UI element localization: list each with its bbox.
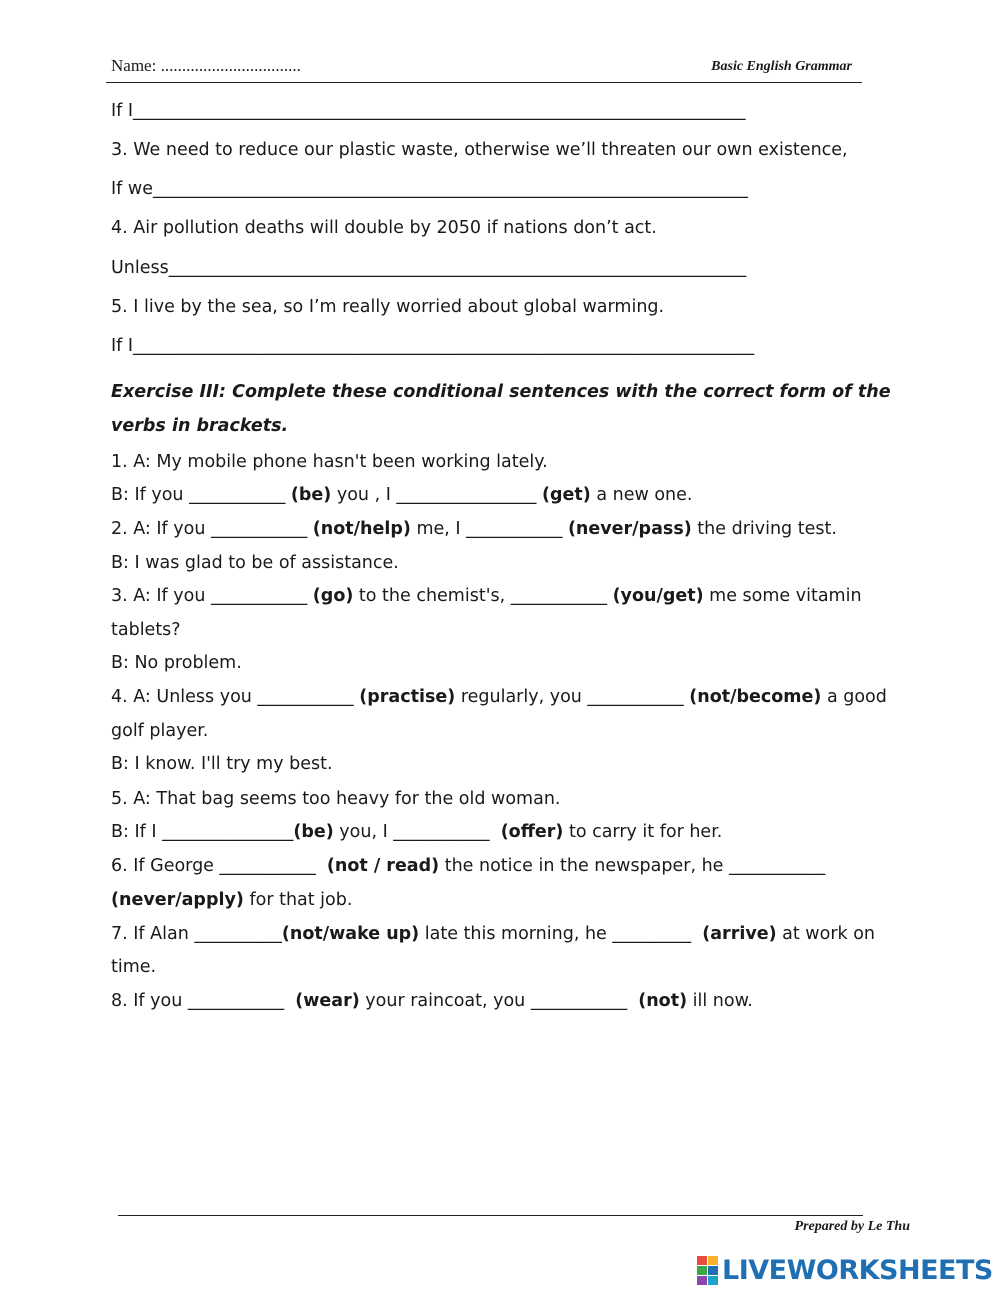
line-text: Unless__________________________________________________________________: [111, 258, 747, 278]
worksheet-line: [111, 854, 825, 878]
worksheet-line: [111, 787, 560, 811]
worksheet-line: [111, 955, 156, 979]
worksheet-line: [111, 719, 208, 743]
worksheet-line: [111, 922, 875, 946]
line-text: 5. I live by the sea, so I’m really worried about global warming.: [111, 297, 665, 317]
worksheet-line: [111, 295, 664, 319]
worksheet-line: [111, 888, 352, 912]
logo-tile: [697, 1256, 707, 1265]
line-text: to the chemist's, ___________: [353, 586, 613, 606]
worksheet-line: [111, 551, 399, 575]
worksheet-line: [111, 989, 753, 1013]
worksheet-line: [111, 216, 657, 240]
line-text: time.: [111, 957, 157, 977]
line-text: you , I ________________: [331, 485, 542, 505]
line-text: 3. A: If you ___________: [111, 586, 313, 606]
verb-cue: (you/get): [612, 586, 704, 606]
line-text: me some vitamin: [703, 586, 862, 606]
line-text: B: If you ___________: [111, 485, 291, 505]
line-text: 7. If Alan __________: [111, 924, 282, 944]
worksheet-line: [111, 334, 754, 358]
worksheet-line: [111, 618, 181, 642]
line-text: B: If I _______________: [111, 822, 294, 842]
worksheet-line: [111, 450, 548, 474]
line-text: you, I ___________: [333, 822, 501, 842]
line-text: 2. A: If you ___________: [111, 519, 313, 539]
line-text: B: I know. I'll try my best.: [111, 754, 333, 774]
line-text: a new one.: [590, 485, 693, 505]
line-text: 8. If you ___________: [111, 991, 296, 1011]
line-text: tablets?: [111, 620, 181, 640]
author-credit: Prepared by Le Thu: [794, 1219, 910, 1234]
liveworksheets-logo: [697, 1255, 993, 1285]
exercise-3-title: Exercise III: Complete these conditional sentences with the correct form of the verbs in brackets.: [111, 382, 891, 436]
logo-tile: [708, 1276, 718, 1285]
line-text: the driving test.: [691, 519, 837, 539]
line-text: If I______________________________________________________________________: [111, 101, 746, 121]
worksheet-line: [111, 517, 837, 541]
line-text: 3. We need to reduce our plastic waste, otherwise we’ll threaten our own existence,: [111, 140, 848, 160]
line-text: golf player.: [111, 721, 209, 741]
verb-cue: (arrive): [702, 924, 777, 944]
line-text: at work on: [776, 924, 876, 944]
line-text: the notice in the newspaper, he ___________: [439, 856, 826, 876]
worksheet-line: [111, 177, 748, 201]
line-text: late this morning, he _________: [419, 924, 703, 944]
worksheet-series-title: Basic English Grammar: [711, 59, 852, 74]
line-text: your raincoat, you ___________: [359, 991, 639, 1011]
header-divider: [106, 82, 862, 83]
worksheet-line: [111, 752, 333, 776]
line-text: If we____________________________________________________________________: [111, 179, 748, 199]
line-text: If I_______________________________________________________________________: [111, 336, 755, 356]
worksheet-line: [111, 820, 722, 844]
worksheet-line: [111, 483, 692, 507]
line-text: 5. A: That bag seems too heavy for the old woman.: [111, 789, 561, 809]
verb-cue: (get): [542, 485, 591, 505]
line-text: regularly, you ___________: [455, 687, 690, 707]
worksheet-line: [111, 584, 862, 608]
verb-cue: (not/help): [312, 519, 411, 539]
line-text: B: No problem.: [111, 653, 242, 673]
verb-cue: (not): [638, 991, 688, 1011]
verb-cue: (not/wake up): [281, 924, 420, 944]
line-text: to carry it for her.: [563, 822, 723, 842]
logo-tile: [697, 1266, 707, 1275]
line-text: 4. A: Unless you ___________: [111, 687, 360, 707]
worksheet-line: [111, 138, 848, 162]
verb-cue: (never/apply): [111, 890, 244, 910]
line-text: a good: [821, 687, 887, 707]
worksheet-line: [111, 256, 746, 280]
line-text: 4. Air pollution deaths will double by 2050 if nations don’t act.: [111, 218, 657, 238]
line-text: 6. If George ___________: [111, 856, 327, 876]
verb-cue: (be): [293, 822, 334, 842]
line-text: ill now.: [687, 991, 753, 1011]
name-field-label: Name: .................................: [111, 56, 301, 75]
verb-cue: (go): [312, 586, 354, 606]
line-text: 1. A: My mobile phone hasn't been working lately.: [111, 452, 548, 472]
line-text: B: I was glad to be of assistance.: [111, 553, 399, 573]
verb-cue: (offer): [500, 822, 564, 842]
verb-cue: (never/pass): [567, 519, 692, 539]
worksheet-line: [111, 99, 746, 123]
footer-divider: [118, 1215, 863, 1216]
line-text: me, I ___________: [410, 519, 568, 539]
verb-cue: (not/become): [689, 687, 822, 707]
line-text: for that job.: [243, 890, 353, 910]
logo-tiles-icon: [697, 1256, 718, 1285]
worksheet-line: [111, 651, 242, 675]
logo-tile: [708, 1266, 718, 1275]
logo-tile: [708, 1256, 718, 1265]
verb-cue: (be): [290, 485, 332, 505]
brand-wordmark: LIVEWORKSHEETS: [722, 1254, 993, 1286]
logo-tile: [697, 1276, 707, 1285]
verb-cue: (wear): [295, 991, 360, 1011]
worksheet-line: [111, 685, 887, 709]
verb-cue: (not / read): [326, 856, 440, 876]
verb-cue: (practise): [359, 687, 456, 707]
